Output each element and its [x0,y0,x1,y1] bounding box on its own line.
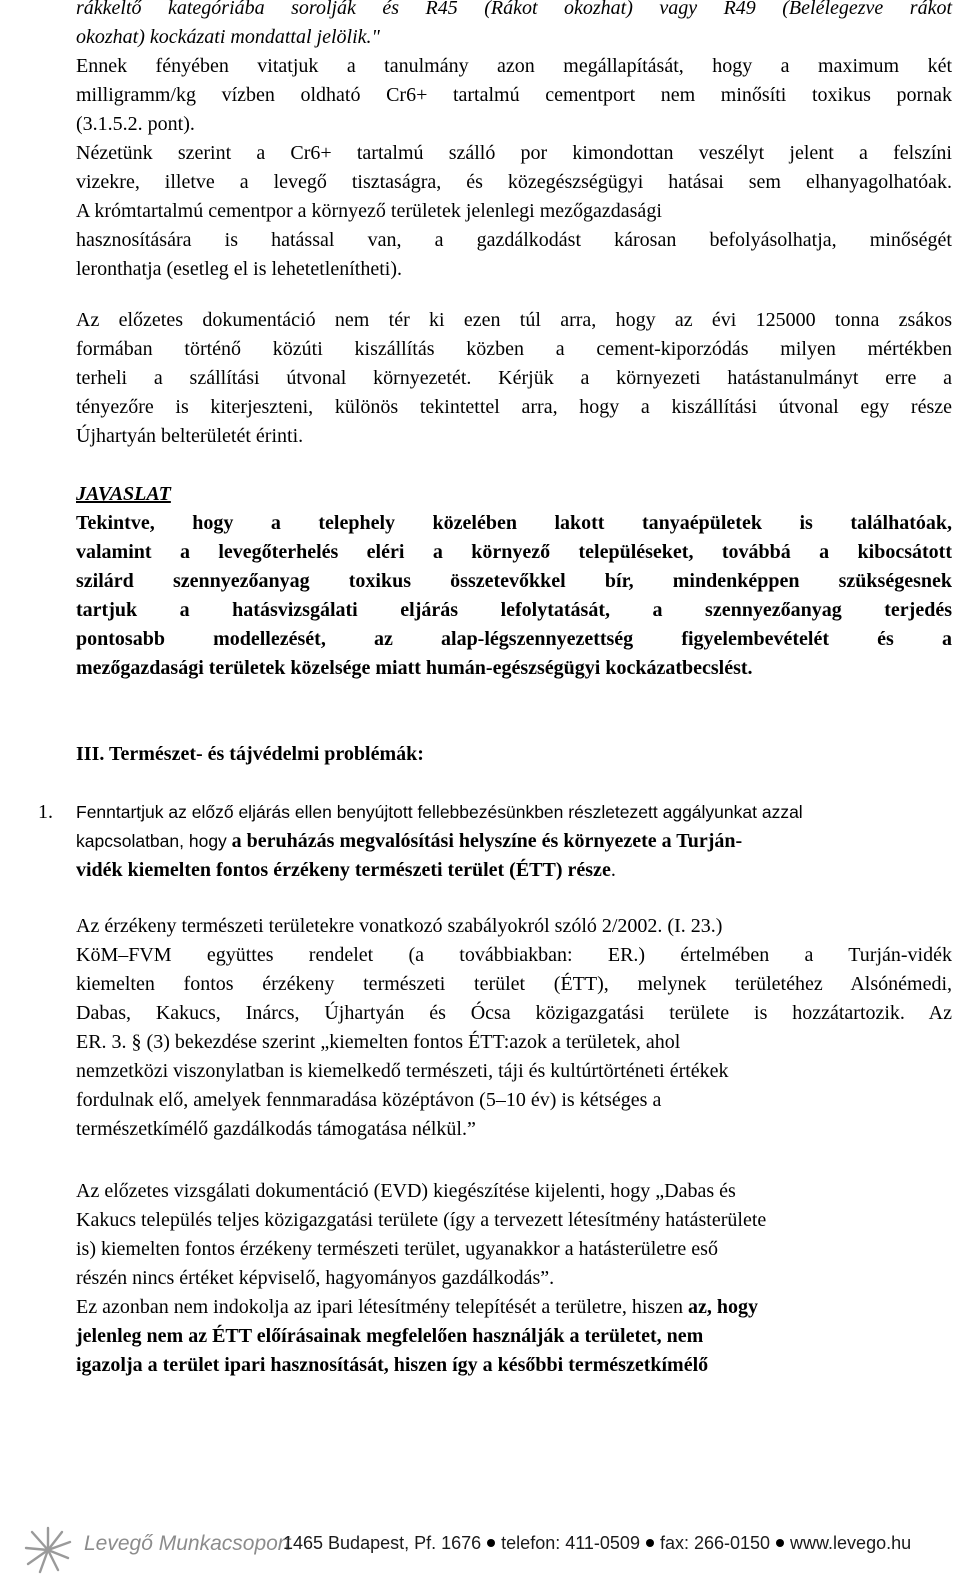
page-footer [0,1520,960,1576]
text-line: okozhat) kockázati mondattal jelölik." [76,26,380,48]
bullet-icon [487,1539,495,1547]
text-line: leronthatja (esetleg el is lehetetlenítheti). [76,258,402,280]
sunburst-logo-icon [18,1520,78,1576]
text-line: KöM–FVM együttes rendelet (a továbbiakban: ER.) értelmében a Turján-vidék [76,944,952,966]
text-line: mezőgazdasági területek közelsége miatt humán-egészségügyi kockázatbecslést. [76,657,753,679]
text-line: természetkímélő gazdálkodás támogatása nélkül.” [76,1118,476,1140]
paragraph-er [76,912,952,1144]
text-line: Tekintve, hogy a telephely közelében lakott tanyaépületek is találhatóak, [76,512,952,534]
javaslat-heading: JAVASLAT [76,483,171,505]
paragraph-evd [76,1177,952,1380]
text-line: (3.1.5.2. pont). [76,113,195,135]
text-line: terheli a szállítási útvonal környezetét. Kérjük a környezeti hatástanulmányt erre a [76,367,952,389]
text-line: Nézetünk szerint a Cr6+ tartalmú szálló por kimondottan veszélyt jelent a felszíni [76,142,952,164]
text-line: Fenntartjuk az előző eljárás ellen benyújtott fellebbezésünkben részletezett aggályunkat azzal [76,802,803,822]
text-span: Ez azonban nem indokolja az ipari létesítmény telepítését a területre, hiszen [76,1296,688,1318]
text-line: szilárd szennyezőanyag toxikus összetevőkkel bír, mindenképpen szükségesnek [76,570,952,592]
text-span-bold: vidék kiemelten fontos érzékeny természeti terület (ÉTT) része [76,859,611,881]
paragraph-transport [76,306,952,451]
section-heading [76,740,952,769]
text-line: milligramm/kg vízben oldható Cr6+ tartalmú cementport nem minősíti toxikus pornak [76,84,952,106]
footer-phone: telefon: 411-0509 [501,1533,640,1553]
text-line: Az érzékeny természeti területekre vonatkozó szabályokról szóló 2/2002. (I. 23.) [76,915,723,937]
text-line: kiemelten fontos érzékeny természeti terület (ÉTT), melynek területéhez Alsónémedi, [76,973,952,995]
text-line: Dabas, Kakucs, Inárcs, Újhartyán és Ócsa közigazgatási területe is hozzátartozik. Az [76,1002,952,1024]
text-line [76,1293,952,1322]
list-number [38,798,53,827]
footer-address: 1465 Budapest, Pf. 1676 [283,1533,482,1553]
text-line: Újhartyán belterületét érinti. [76,425,304,447]
text-line: rákkeltő kategóriába sorolják és R45 (Rákot okozhat) vagy R49 (Belélegezve rákot [76,0,952,19]
text-line: fordulnak elő, amelyek fennmaradása középtávon (5–10 év) is kétséges a [76,1089,662,1111]
footer-fax: fax: 266-0150 [659,1533,771,1553]
text-line: tényezőre is kiterjeszteni, különös tekintettel arra, hogy a kiszállítási útvonal egy része [76,396,952,418]
text-line [76,856,952,885]
text-line: hasznosítására is hatással van, a gazdálkodást károsan befolyásolhatja, minőségét [76,229,952,251]
item-number: 1. [38,801,53,823]
footer-contact [283,1533,911,1554]
text-line: pontosabb modellezését, az alap-légszennyezettség figyelembevételét és a [76,628,952,650]
text-line: igazolja a terület ipari hasznosítását, hiszen így a későbbi természetkímélő [76,1354,709,1376]
bullet-icon [646,1539,654,1547]
text-line: jelenleg nem az ÉTT előírásainak megfelelően használják a területet, nem [76,1325,704,1347]
text-line: vizekre, illetve a levegő tisztaságra, és közegészségügyi hatásai sem elhanyagolhatóak. [76,171,952,193]
text-line [76,827,952,856]
text-span: kapcsolatban, hogy [76,831,232,851]
list-item-1 [76,798,952,885]
text-span-bold: az, hogy [687,1296,758,1318]
text-line: Az előzetes vizsgálati dokumentáció (EVD) kiegészítése kijelenti, hogy „Dabas és [76,1180,736,1202]
text-line: ER. 3. § (3) bekezdése szerint „kiemelten fontos ÉTT:azok a területek, ahol [76,1031,681,1053]
text-line: részén nincs értéket képviselő, hagyományos gazdálkodás”. [76,1267,555,1289]
text-span: . [610,859,616,881]
section-title: III. Természet- és tájvédelmi problémák: [76,743,424,765]
bullet-icon [776,1539,784,1547]
text-line: Az előzetes dokumentáció nem tér ki ezen túl arra, hogy az évi 125000 tonna zsákos [76,309,952,331]
text-line: Kakucs település teljes közigazgatási területe (így a tervezett létesítmény hatásterülete [76,1209,767,1231]
text-line: nemzetközi viszonylatban is kiemelkedő természeti, táji és kultúrtörténeti értékek [76,1060,729,1082]
text-line: formában történő közúti kiszállítás közben a cement-kiporzódás milyen mértékben [76,338,952,360]
javaslat-section [76,480,952,683]
intro-paragraph [76,0,952,284]
footer-brand: Levegő Munkacsoport [84,1532,291,1555]
text-line: tartjuk a hatásvizsgálati eljárás lefolytatását, a szennyezőanyag terjedés [76,599,952,621]
text-line: valamint a levegőterhelés eléri a környező településeket, továbbá a kibocsátott [76,541,952,563]
footer-web-link[interactable]: www.levego.hu [790,1533,912,1553]
text-span-bold: a beruházás megvalósítási helyszíne és környezete a Turján- [231,830,743,852]
text-line: is) kiemelten fontos érzékeny természeti terület, ugyanakkor a hatásterületre eső [76,1238,718,1260]
text-line: A krómtartalmú cementpor a környező területek jelenlegi mezőgazdasági [76,200,662,222]
text-line: Ennek fényében vitatjuk a tanulmány azon megállapítását, hogy a maximum két [76,55,952,77]
